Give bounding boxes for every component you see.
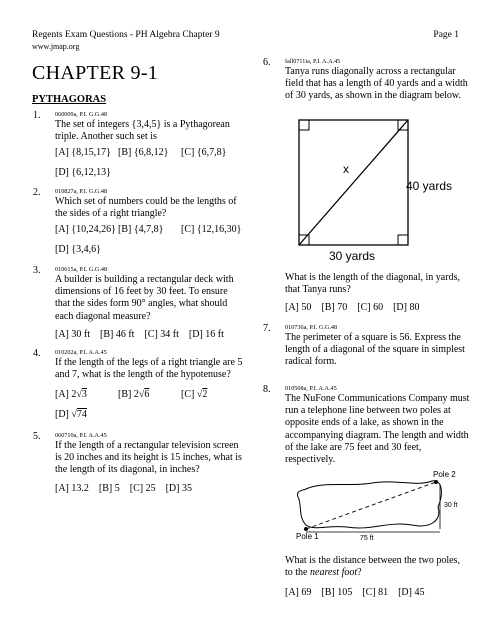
choice-a: [A] 2√3 bbox=[55, 389, 87, 401]
choice-a: [A] 13.2 bbox=[55, 482, 89, 494]
choice-d: [D] 45 bbox=[398, 587, 425, 599]
question-number: 4. bbox=[33, 348, 41, 359]
question-code: 010202a, P.I. A.A.45 bbox=[55, 349, 107, 356]
question-stem: What is the distance between the two poles, to the nearest foot? bbox=[285, 555, 460, 579]
choice-a: [A] 30 ft bbox=[55, 328, 90, 340]
question-stem: Tanya runs diagonally across a rectangular field that has a length of 40 yards and a width of 30 yards, as shown in the diagram below. bbox=[285, 66, 468, 102]
choice-d: [D] 80 bbox=[393, 302, 420, 314]
choice-b: [B] {6,8,12} bbox=[118, 147, 169, 159]
question-code: 010736a, P.I. G.G.48 bbox=[285, 324, 338, 331]
choice-d: [D] {6,12,13} bbox=[55, 166, 111, 178]
question-stem: The set of integers {3,4,5} is a Pythagorean triple. Another such set is bbox=[55, 119, 230, 143]
rectangle-field-diagram bbox=[285, 114, 460, 266]
side-length-label: 40 yards bbox=[406, 179, 453, 193]
question-6-prompt bbox=[285, 272, 470, 315]
question-number: 1. bbox=[33, 110, 41, 121]
question-code: fall0711ia, P.I. A.A.45 bbox=[285, 58, 341, 65]
question-code: 010615a, P.I. G.G.48 bbox=[55, 266, 108, 273]
question-code: 060710a, P.I. A.A.45 bbox=[55, 432, 107, 439]
running-header-title: Regents Exam Questions - PH Algebra Chapter 9 bbox=[32, 30, 220, 40]
choice-c: [C] {6,7,8} bbox=[181, 147, 227, 159]
choice-a: [A] 50 bbox=[285, 302, 312, 314]
question-number: 2. bbox=[33, 187, 41, 198]
choice-b: [B] 105 bbox=[321, 587, 353, 599]
answer-choices bbox=[55, 147, 245, 185]
choice-c: [C] 25 bbox=[129, 482, 156, 494]
answer-choices bbox=[55, 329, 245, 341]
question-code: 010508a, P.I. A.A.45 bbox=[285, 385, 337, 392]
bottom-length-label: 30 yards bbox=[329, 249, 376, 263]
question-5 bbox=[33, 431, 245, 495]
question-8-prompt bbox=[285, 555, 470, 600]
question-stem: If the length of the legs of a right triangle are 5 and 7, what is the length of the hypotenuse? bbox=[55, 357, 243, 381]
answer-choices bbox=[55, 483, 245, 495]
question-stem: A builder is building a rectangular deck with dimensions of 16 feet by 30 feet. To ensure that the sides form 90° angles, what should each diagonal measure? bbox=[55, 274, 234, 322]
question-number: 5. bbox=[33, 431, 41, 442]
question-stem: The perimeter of a square is 56. Express the length of a diagonal of the square in simplest radical form. bbox=[285, 332, 465, 368]
choice-c: [C] 60 bbox=[357, 302, 384, 314]
question-number: 8. bbox=[263, 384, 271, 395]
choice-d: [D] 16 ft bbox=[188, 328, 224, 340]
question-8 bbox=[263, 384, 470, 466]
answer-choices bbox=[55, 224, 245, 262]
answer-choices bbox=[55, 389, 245, 427]
question-4 bbox=[33, 348, 245, 428]
choice-a: [A] {10,24,26} bbox=[55, 224, 116, 236]
answer-choices bbox=[285, 302, 470, 314]
question-stem: Which set of numbers could be the lengths of the sides of a right triangle? bbox=[55, 196, 237, 220]
question-stem: What is the length of the diagonal, in yards, that Tanya runs? bbox=[285, 272, 460, 296]
diagonal-label: x bbox=[343, 162, 349, 176]
question-3 bbox=[33, 265, 245, 341]
choice-d: [D] √74 bbox=[55, 408, 87, 420]
pole-2-label: Pole 2 bbox=[433, 470, 456, 479]
choice-b: [B] 46 ft bbox=[100, 328, 135, 340]
page-number: Page 1 bbox=[433, 30, 459, 40]
question-6 bbox=[263, 57, 470, 103]
question-number: 6. bbox=[263, 57, 271, 68]
choice-b: [B] {4,7,8} bbox=[118, 224, 164, 236]
length-label: 75 ft bbox=[360, 535, 374, 542]
question-number: 7. bbox=[263, 323, 271, 334]
pole-1-label: Pole 1 bbox=[296, 532, 319, 541]
choice-c: [C] {12,16,30} bbox=[181, 224, 242, 236]
choice-d: [D] 35 bbox=[165, 482, 192, 494]
site-url: www.jmap.org bbox=[32, 42, 80, 51]
choice-c: [C] 81 bbox=[362, 587, 389, 599]
question-1 bbox=[33, 110, 245, 186]
question-7 bbox=[263, 323, 470, 369]
choice-b: [B] 70 bbox=[321, 302, 348, 314]
question-stem: If the length of a rectangular television screen is 20 inches and its height is 15 inches, what is the length of its diagonal, in inches? bbox=[55, 440, 242, 476]
choice-a: [A] {8,15,17} bbox=[55, 147, 111, 159]
question-2 bbox=[33, 187, 245, 263]
width-label: 30 ft bbox=[444, 502, 458, 509]
question-stem: The NuFone Communications Company must run a telephone line between two poles at opposite ends of a lake, as shown in the accompanying diagram. The length and width of the lake are 75 feet and 30 feet, respectively. bbox=[285, 393, 470, 466]
lake-diagram bbox=[292, 467, 472, 542]
answer-choices bbox=[285, 587, 470, 599]
choice-b: [B] 5 bbox=[98, 482, 120, 494]
question-code: 060009a, P.I. G.G.48 bbox=[55, 111, 108, 118]
question-code: 010827a, P.I. G.G.48 bbox=[55, 188, 108, 195]
chapter-title: CHAPTER 9-1 bbox=[32, 62, 159, 84]
choice-b: [B] 2√6 bbox=[118, 389, 150, 401]
choice-d: [D] {3,4,6} bbox=[55, 243, 101, 255]
choice-c: [C] 34 ft bbox=[144, 328, 179, 340]
choice-a: [A] 69 bbox=[285, 587, 312, 599]
section-title: PYTHAGORAS bbox=[32, 94, 107, 105]
question-number: 3. bbox=[33, 265, 41, 276]
choice-c: [C] √2 bbox=[181, 389, 208, 401]
